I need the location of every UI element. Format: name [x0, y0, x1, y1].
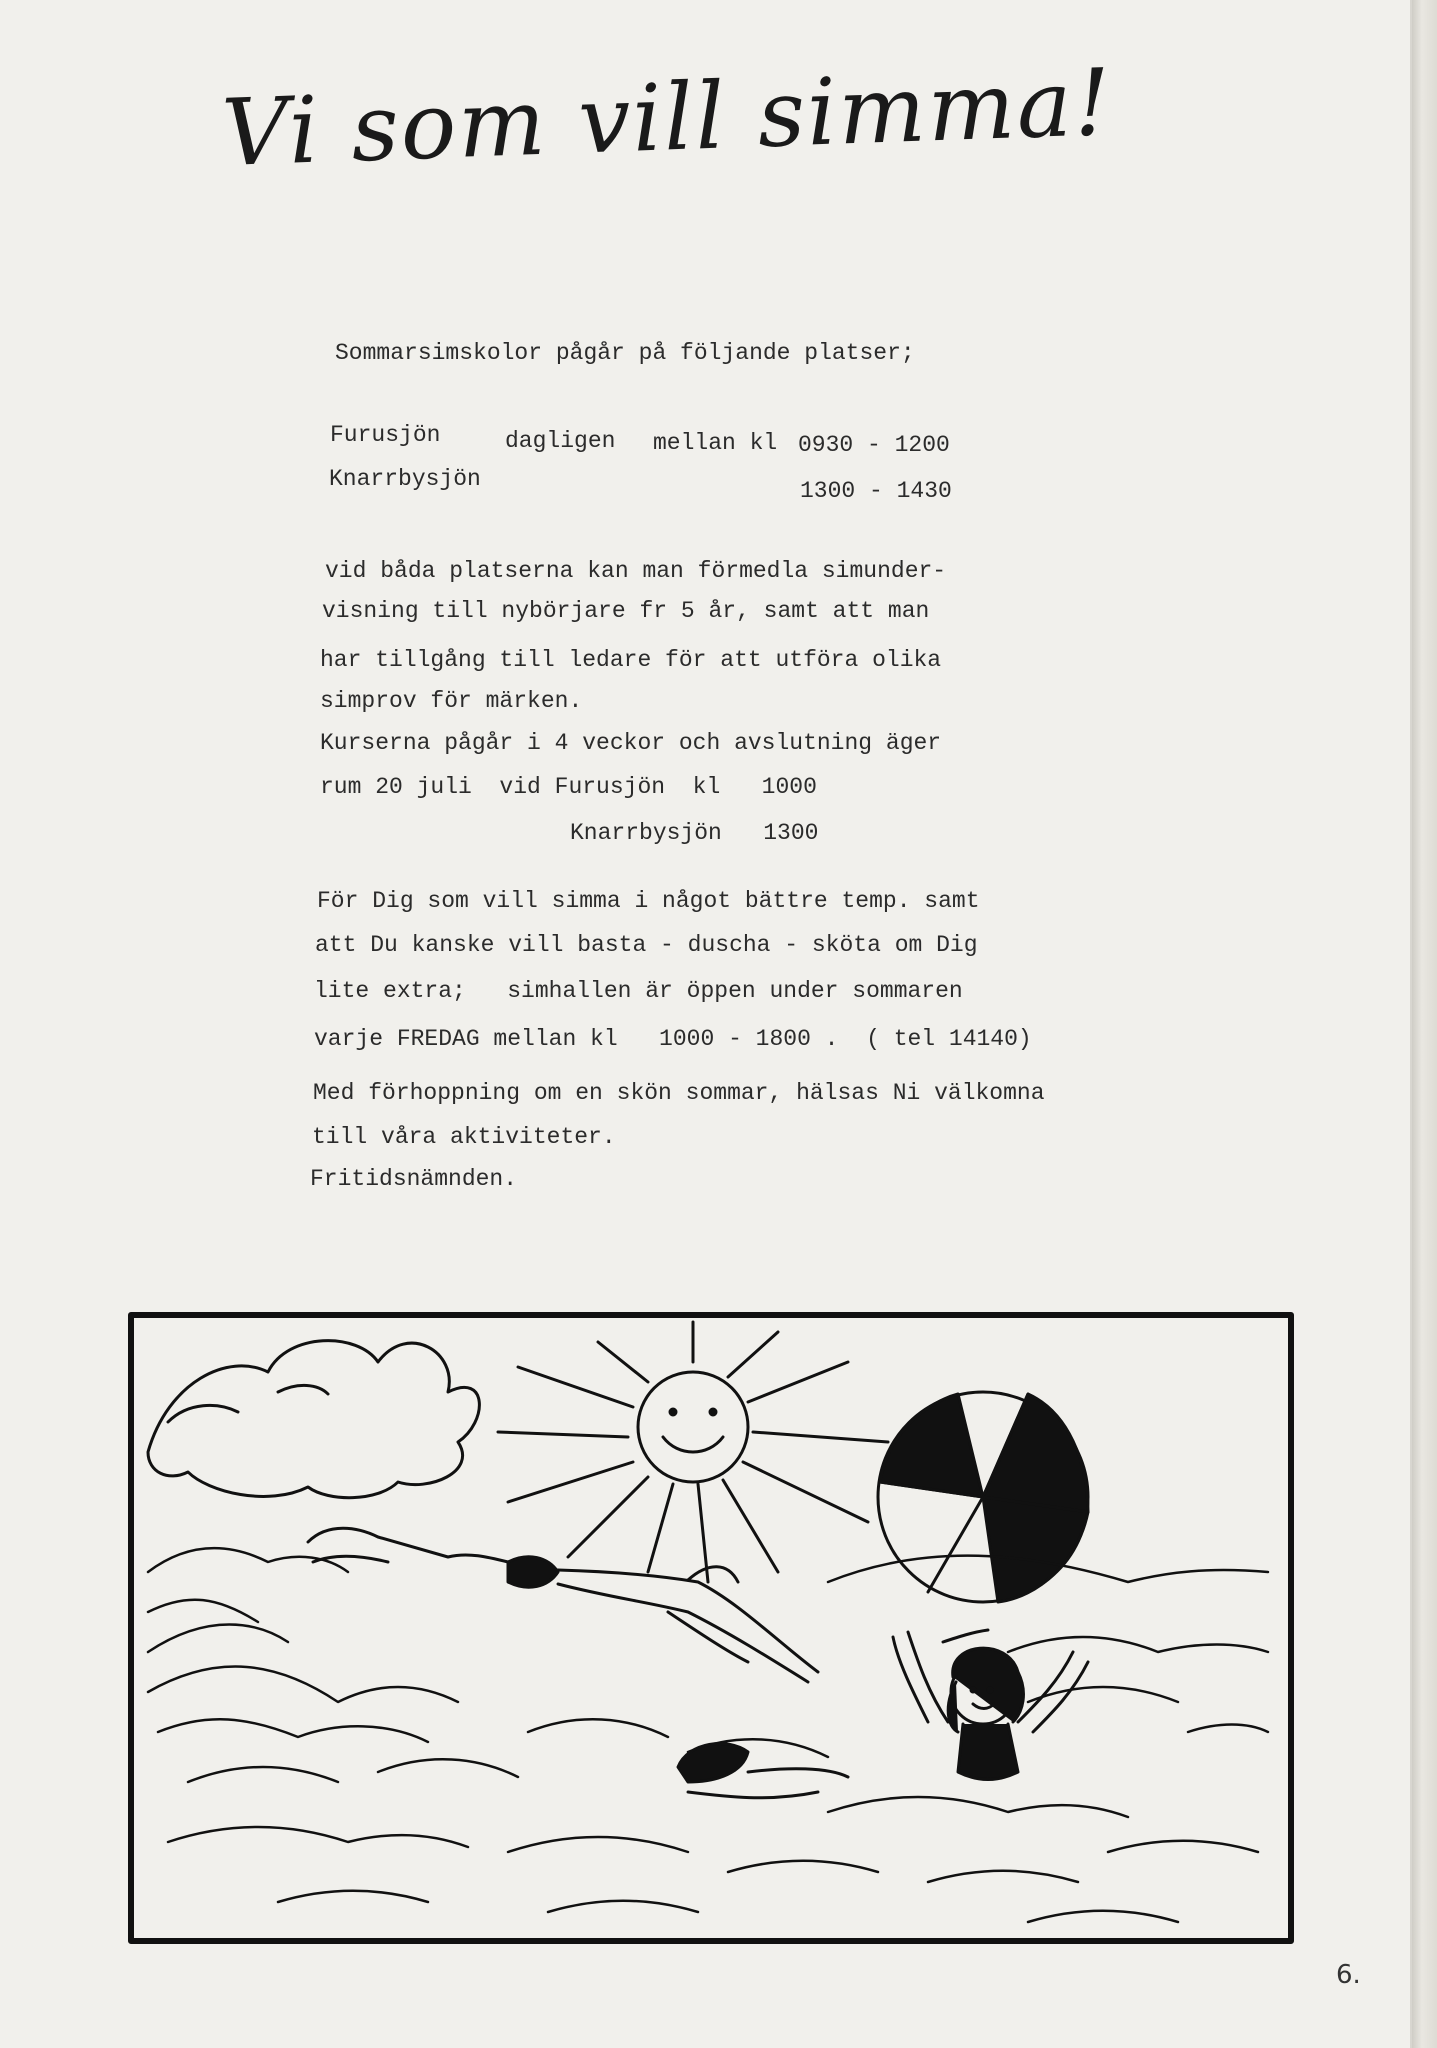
paragraph-line: har tillgång till ledare för att utföra olika	[320, 647, 942, 673]
water-waves	[148, 1548, 1268, 1922]
paragraph-line: Kurserna pågår i 4 veckor och avslutning äger	[320, 730, 942, 756]
intro-line: Sommarsimskolor pågår på följande platser;	[335, 340, 915, 366]
schedule-place-knarrbysjon: Knarrbysjön	[329, 466, 481, 492]
paragraph-line: För Dig som vill simma i något bättre temp. samt	[317, 888, 980, 914]
swimmer-diving	[308, 1528, 818, 1682]
paragraph-line: simprov för märken.	[320, 688, 583, 714]
page-number: 6.	[1336, 1960, 1361, 1990]
paragraph-line: vid båda platserna kan man förmedla simunder-	[325, 558, 947, 584]
paragraph-line: att Du kanske vill basta - duscha - sköta om Dig	[315, 932, 978, 958]
girl-waving	[893, 1630, 1088, 1780]
paragraph-line: rum 20 juli vid Furusjön kl 1000	[320, 774, 817, 800]
cloud-shape	[148, 1341, 479, 1498]
page-edge	[1412, 0, 1437, 2048]
swimming-illustration	[128, 1312, 1294, 1944]
paragraph-line: Knarrbysjön 1300	[570, 820, 819, 846]
paragraph-line: Med förhoppning om en skön sommar, hälsas Ni välkomna	[313, 1080, 1045, 1106]
paragraph-line: visning till nybörjare fr 5 år, samt att man	[322, 598, 930, 624]
paragraph-line: till våra aktiviteter.	[312, 1124, 616, 1150]
page-title: Vi som vill simma!	[220, 48, 1115, 187]
schedule-time-furusjon: 0930 - 1200	[798, 432, 950, 458]
paragraph-line: varje FREDAG mellan kl 1000 - 1800 . ( tel 14140)	[314, 1026, 1032, 1052]
schedule-between: mellan kl	[653, 430, 778, 456]
schedule-daily: dagligen	[505, 428, 616, 454]
schedule-place-furusjon: Furusjön	[330, 422, 441, 448]
beach-ball	[878, 1392, 1088, 1602]
schedule-time-knarrbysjon: 1300 - 1430	[800, 478, 952, 504]
sun-face	[638, 1372, 748, 1482]
signature-line: Fritidsnämnden.	[310, 1166, 518, 1192]
swimmer-crawling	[678, 1744, 848, 1798]
paragraph-line: lite extra; simhallen är öppen under sommaren	[314, 978, 963, 1004]
